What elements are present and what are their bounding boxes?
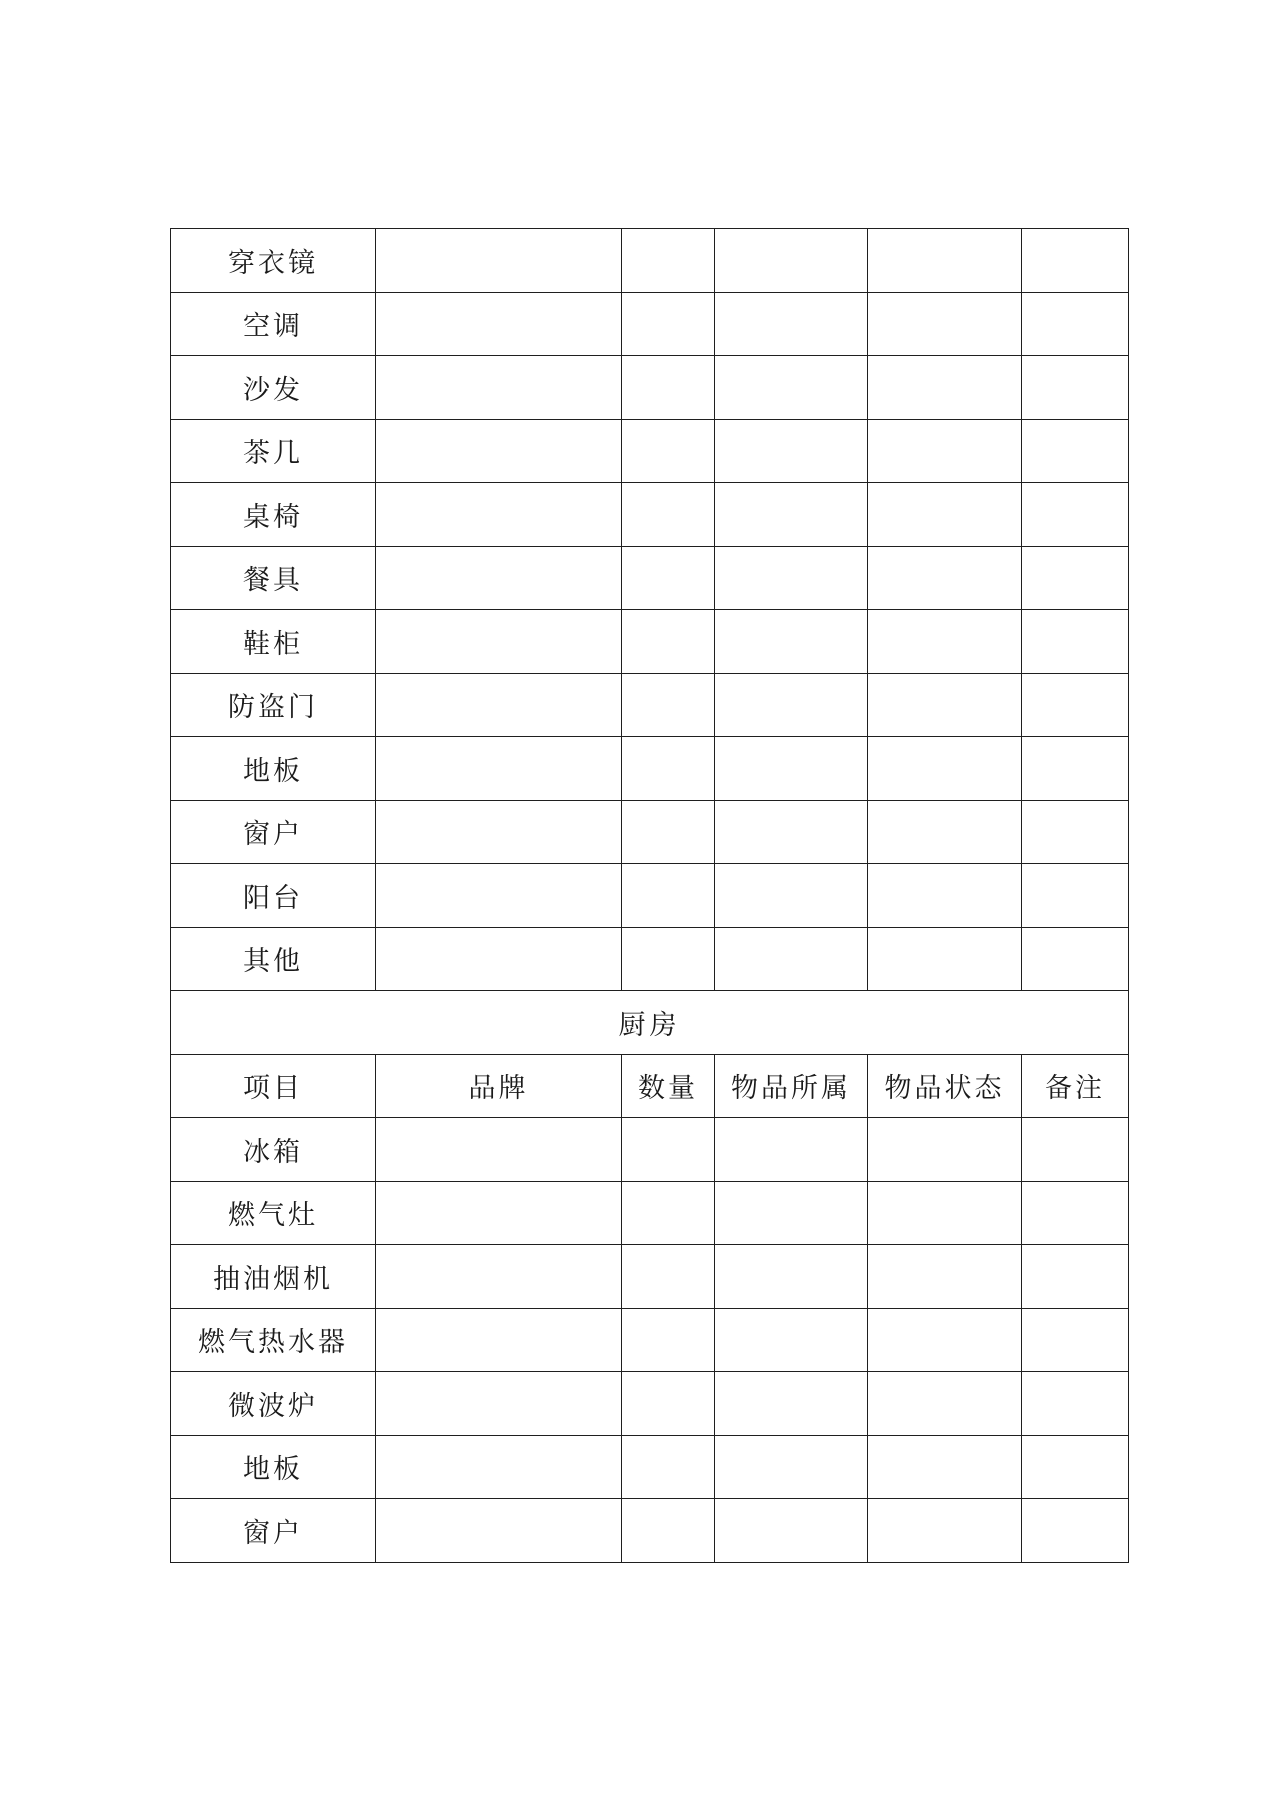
ownership-cell[interactable]	[715, 610, 868, 674]
item-name-cell: 桌椅	[171, 483, 376, 547]
table-row	[171, 864, 1129, 928]
column-header-remarks: 备注	[1022, 1054, 1129, 1118]
table-row	[171, 1118, 1129, 1182]
table-row	[171, 927, 1129, 991]
brand-cell[interactable]	[376, 737, 622, 801]
header-row	[171, 1054, 1129, 1118]
ownership-cell[interactable]	[715, 1435, 868, 1499]
brand-cell[interactable]	[376, 927, 622, 991]
item-name-cell: 其他	[171, 927, 376, 991]
ownership-cell[interactable]	[715, 356, 868, 420]
status-cell[interactable]	[868, 673, 1022, 737]
remarks-cell[interactable]	[1022, 864, 1129, 928]
quantity-cell[interactable]	[622, 229, 715, 293]
brand-cell[interactable]	[376, 1308, 622, 1372]
remarks-cell[interactable]	[1022, 1308, 1129, 1372]
table-row	[171, 356, 1129, 420]
status-cell[interactable]	[868, 1118, 1022, 1182]
table-row	[171, 800, 1129, 864]
remarks-cell[interactable]	[1022, 927, 1129, 991]
brand-cell[interactable]	[376, 1245, 622, 1309]
quantity-cell[interactable]	[622, 737, 715, 801]
ownership-cell[interactable]	[715, 927, 868, 991]
table-row	[171, 483, 1129, 547]
status-cell[interactable]	[868, 546, 1022, 610]
section-row	[171, 991, 1129, 1055]
quantity-cell[interactable]	[622, 546, 715, 610]
table-row	[171, 419, 1129, 483]
table-row	[171, 673, 1129, 737]
status-cell[interactable]	[868, 737, 1022, 801]
ownership-cell[interactable]	[715, 292, 868, 356]
brand-cell[interactable]	[376, 1499, 622, 1563]
ownership-cell[interactable]	[715, 1499, 868, 1563]
remarks-cell[interactable]	[1022, 229, 1129, 293]
table-row	[171, 292, 1129, 356]
remarks-cell[interactable]	[1022, 610, 1129, 674]
ownership-cell[interactable]	[715, 1118, 868, 1182]
quantity-cell[interactable]	[622, 1181, 715, 1245]
remarks-cell[interactable]	[1022, 546, 1129, 610]
status-cell[interactable]	[868, 1435, 1022, 1499]
ownership-cell[interactable]	[715, 864, 868, 928]
status-cell[interactable]	[868, 1499, 1022, 1563]
item-name-cell: 阳台	[171, 864, 376, 928]
table-row	[171, 1372, 1129, 1436]
ownership-cell[interactable]	[715, 1181, 868, 1245]
table-row	[171, 1181, 1129, 1245]
brand-cell[interactable]	[376, 1181, 622, 1245]
item-name-cell: 冰箱	[171, 1118, 376, 1182]
living-room-rows	[171, 229, 1129, 991]
ownership-cell[interactable]	[715, 546, 868, 610]
remarks-cell[interactable]	[1022, 356, 1129, 420]
item-name-cell: 沙发	[171, 356, 376, 420]
brand-cell[interactable]	[376, 419, 622, 483]
table-row	[171, 1435, 1129, 1499]
quantity-cell[interactable]	[622, 864, 715, 928]
brand-cell[interactable]	[376, 1435, 622, 1499]
brand-cell[interactable]	[376, 546, 622, 610]
item-name-cell: 防盗门	[171, 673, 376, 737]
brand-cell[interactable]	[376, 800, 622, 864]
item-name-cell: 地板	[171, 1435, 376, 1499]
remarks-cell[interactable]	[1022, 737, 1129, 801]
ownership-cell[interactable]	[715, 419, 868, 483]
quantity-cell[interactable]	[622, 292, 715, 356]
ownership-cell[interactable]	[715, 1372, 868, 1436]
remarks-cell[interactable]	[1022, 1372, 1129, 1436]
quantity-cell[interactable]	[622, 800, 715, 864]
status-cell[interactable]	[868, 1245, 1022, 1309]
table-row	[171, 737, 1129, 801]
table-row	[171, 546, 1129, 610]
table-row	[171, 1245, 1129, 1309]
remarks-cell[interactable]	[1022, 1435, 1129, 1499]
column-header-status: 物品状态	[868, 1054, 1022, 1118]
ownership-cell[interactable]	[715, 1245, 868, 1309]
item-name-cell: 茶几	[171, 419, 376, 483]
status-cell[interactable]	[868, 800, 1022, 864]
section-title-kitchen: 厨房	[171, 991, 1129, 1055]
quantity-cell[interactable]	[622, 610, 715, 674]
brand-cell[interactable]	[376, 229, 622, 293]
remarks-cell[interactable]	[1022, 1245, 1129, 1309]
status-cell[interactable]	[868, 864, 1022, 928]
item-name-cell: 餐具	[171, 546, 376, 610]
status-cell[interactable]	[868, 927, 1022, 991]
item-name-cell: 抽油烟机	[171, 1245, 376, 1309]
item-name-cell: 地板	[171, 737, 376, 801]
column-header-ownership: 物品所属	[715, 1054, 868, 1118]
item-name-cell: 空调	[171, 292, 376, 356]
quantity-cell[interactable]	[622, 1245, 715, 1309]
remarks-cell[interactable]	[1022, 292, 1129, 356]
quantity-cell[interactable]	[622, 1118, 715, 1182]
status-cell[interactable]	[868, 229, 1022, 293]
ownership-cell[interactable]	[715, 673, 868, 737]
quantity-cell[interactable]	[622, 419, 715, 483]
quantity-cell[interactable]	[622, 483, 715, 547]
item-name-cell: 燃气灶	[171, 1181, 376, 1245]
brand-cell[interactable]	[376, 1372, 622, 1436]
ownership-cell[interactable]	[715, 229, 868, 293]
brand-cell[interactable]	[376, 610, 622, 674]
brand-cell[interactable]	[376, 356, 622, 420]
item-name-cell: 鞋柜	[171, 610, 376, 674]
ownership-cell[interactable]	[715, 800, 868, 864]
item-name-cell: 燃气热水器	[171, 1308, 376, 1372]
quantity-cell[interactable]	[622, 673, 715, 737]
ownership-cell[interactable]	[715, 737, 868, 801]
remarks-cell[interactable]	[1022, 1181, 1129, 1245]
brand-cell[interactable]	[376, 673, 622, 737]
quantity-cell[interactable]	[622, 356, 715, 420]
quantity-cell[interactable]	[622, 1435, 715, 1499]
quantity-cell[interactable]	[622, 1372, 715, 1436]
status-cell[interactable]	[868, 292, 1022, 356]
status-cell[interactable]	[868, 1181, 1022, 1245]
remarks-cell[interactable]	[1022, 483, 1129, 547]
item-name-cell: 窗户	[171, 1499, 376, 1563]
column-header-quantity: 数量	[622, 1054, 715, 1118]
table-row	[171, 229, 1129, 293]
item-name-cell: 微波炉	[171, 1372, 376, 1436]
table-row	[171, 610, 1129, 674]
column-header-item: 项目	[171, 1054, 376, 1118]
brand-cell[interactable]	[376, 1118, 622, 1182]
table-row	[171, 1499, 1129, 1563]
ownership-cell[interactable]	[715, 1308, 868, 1372]
remarks-cell[interactable]	[1022, 673, 1129, 737]
quantity-cell[interactable]	[622, 1499, 715, 1563]
table-row	[171, 1308, 1129, 1372]
status-cell[interactable]	[868, 419, 1022, 483]
ownership-cell[interactable]	[715, 483, 868, 547]
item-name-cell: 窗户	[171, 800, 376, 864]
brand-cell[interactable]	[376, 292, 622, 356]
status-cell[interactable]	[868, 1308, 1022, 1372]
column-header-brand: 品牌	[376, 1054, 622, 1118]
inventory-table	[170, 228, 1129, 1563]
remarks-cell[interactable]	[1022, 800, 1129, 864]
brand-cell[interactable]	[376, 864, 622, 928]
quantity-cell[interactable]	[622, 1308, 715, 1372]
status-cell[interactable]	[868, 610, 1022, 674]
status-cell[interactable]	[868, 356, 1022, 420]
kitchen-section	[171, 991, 1129, 1563]
brand-cell[interactable]	[376, 483, 622, 547]
remarks-cell[interactable]	[1022, 1118, 1129, 1182]
status-cell[interactable]	[868, 1372, 1022, 1436]
quantity-cell[interactable]	[622, 927, 715, 991]
remarks-cell[interactable]	[1022, 1499, 1129, 1563]
item-name-cell: 穿衣镜	[171, 229, 376, 293]
remarks-cell[interactable]	[1022, 419, 1129, 483]
status-cell[interactable]	[868, 483, 1022, 547]
